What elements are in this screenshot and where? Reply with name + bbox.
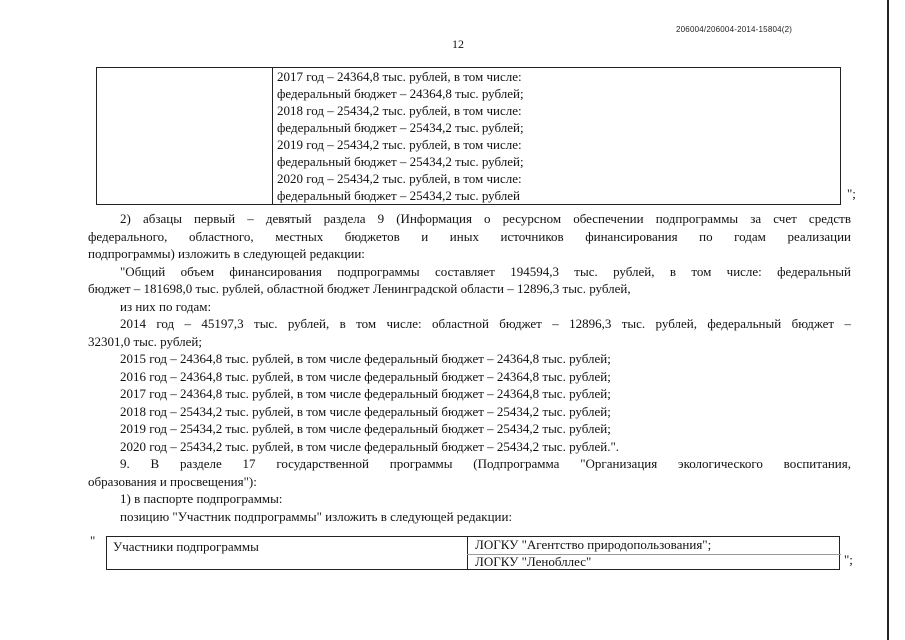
table-row: федеральный бюджет – 25434,2 тыс. рублей bbox=[277, 188, 520, 203]
document-id: 206004/206004-2014-15804(2) bbox=[676, 25, 793, 34]
participant-table bbox=[106, 536, 840, 570]
paragraph-line: позицию "Участник подпрограммы" изложить в следующей редакции: bbox=[120, 508, 513, 524]
paragraph-line: федерального, областного, местных бюджетов и иных источников финансирования по годам реализации bbox=[88, 228, 851, 244]
paragraph-line: 2) абзацы первый – девятый раздела 9 (Информация о ресурсном обеспечении подпрограммы за счет средств bbox=[120, 211, 851, 226]
table-row: 2018 год – 25434,2 тыс. рублей, в том числе: bbox=[277, 103, 522, 118]
page-number: 12 bbox=[452, 37, 464, 51]
paragraph-line: 9. В разделе 17 государственной программы (Подпрограмма "Организация экологического воспитания, bbox=[120, 456, 851, 471]
paragraph-line: подпрограммы) изложить в следующей редакции: bbox=[88, 246, 365, 261]
year-line-2020: 2020 год – 25434,2 тыс. рублей, в том числе федеральный бюджет – 25434,2 тыс. рублей.". bbox=[120, 438, 620, 454]
table-row: 2020 год – 25434,2 тыс. рублей, в том числе: bbox=[277, 171, 522, 186]
funding-table-rows bbox=[277, 68, 837, 204]
paragraph-line: образования и просвещения"): bbox=[88, 473, 257, 489]
table-column-divider bbox=[467, 537, 468, 569]
year-line-2015: 2015 год – 24364,8 тыс. рублей, в том числе федеральный бюджет – 24364,8 тыс. рублей; bbox=[120, 351, 611, 366]
year-line-2017: 2017 год – 24364,8 тыс. рублей, в том числе федеральный бюджет – 24364,8 тыс. рублей; bbox=[120, 386, 611, 401]
table-row: 2019 год – 25434,2 тыс. рублей, в том числе: bbox=[277, 137, 522, 152]
table-row: федеральный бюджет – 24364,8 тыс. рублей; bbox=[277, 86, 524, 101]
paragraph-line: 1) в паспорте подпрограммы: bbox=[120, 491, 283, 506]
paragraph-line: "Общий объем финансирования подпрограммы составляет 194594,3 тыс. рублей, в том числе: федеральный bbox=[120, 263, 851, 279]
year-line-2018: 2018 год – 25434,2 тыс. рублей, в том числе федеральный бюджет – 25434,2 тыс. рублей; bbox=[120, 403, 611, 419]
paragraph-line: из них по годам: bbox=[120, 298, 212, 314]
table2-closing-quote: "; bbox=[844, 552, 853, 567]
participant-value-row: ЛОГКУ "Ленобллес" bbox=[475, 554, 592, 569]
participant-label-cell: Участники подпрограммы bbox=[113, 539, 259, 554]
document-body bbox=[88, 210, 851, 525]
table-row: 2017 год – 24364,8 тыс. рублей, в том числе: bbox=[277, 69, 522, 84]
funding-table-continuation bbox=[96, 67, 841, 205]
table-row: федеральный бюджет – 25434,2 тыс. рублей; bbox=[277, 154, 524, 169]
paragraph-line: 32301,0 тыс. рублей; bbox=[88, 333, 202, 349]
participant-value-row: ЛОГКУ "Агентство природопользования"; bbox=[475, 537, 712, 552]
paragraph-line: 2014 год – 45197,3 тыс. рублей, в том числе: областной бюджет – 12896,3 тыс. рублей, федеральный бюджет – bbox=[120, 316, 851, 331]
paragraph-line: бюджет – 181698,0 тыс. рублей, областной бюджет Ленинградской области – 12896,3 тыс. рублей, bbox=[88, 281, 631, 296]
table-row: федеральный бюджет – 25434,2 тыс. рублей; bbox=[277, 120, 524, 135]
year-line-2016: 2016 год – 24364,8 тыс. рублей, в том числе федеральный бюджет – 24364,8 тыс. рублей; bbox=[120, 368, 611, 384]
scan-edge-line bbox=[887, 0, 889, 640]
table2-open-quote: " bbox=[90, 533, 96, 548]
table1-closing-quote: "; bbox=[847, 186, 856, 201]
year-line-2019: 2019 год – 25434,2 тыс. рублей, в том числе федеральный бюджет – 25434,2 тыс. рублей; bbox=[120, 421, 611, 436]
table-column-divider bbox=[272, 68, 273, 204]
